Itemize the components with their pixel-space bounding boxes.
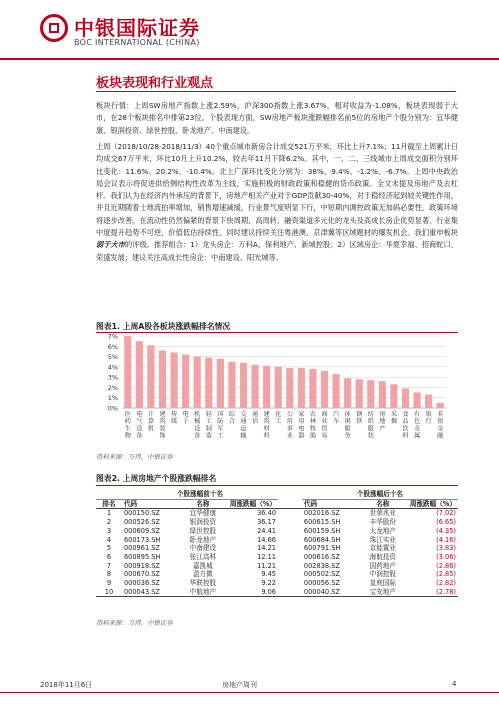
top-name-cell: 宜华健康 bbox=[189, 509, 217, 518]
rank-cell: 4 bbox=[106, 535, 112, 544]
bottom-change-cell: (3.83) bbox=[436, 544, 456, 553]
bottom-code-cell: 000502.SZ bbox=[303, 570, 340, 579]
figure1-title: 图表1. 上周A股各板块涨跌幅排名情况 bbox=[96, 322, 231, 331]
bar bbox=[182, 355, 189, 408]
bar bbox=[367, 380, 374, 408]
top-name-cell: 银润投资 bbox=[189, 518, 217, 527]
rating-text: 弱于大市 bbox=[96, 240, 125, 250]
rank-cell: 9 bbox=[106, 579, 112, 588]
gap-cell bbox=[278, 553, 302, 562]
rank-cell: 3 bbox=[106, 526, 112, 535]
x-tick-label: 银行 bbox=[425, 411, 432, 426]
top-change-cell: 24.41 bbox=[257, 526, 276, 535]
col-name: 名称 bbox=[358, 499, 408, 509]
bar bbox=[205, 358, 212, 408]
bar bbox=[136, 341, 143, 408]
header-divider bbox=[0, 58, 499, 60]
x-tick-label: 综合 bbox=[228, 411, 236, 426]
x-tick-label: 国防军工 bbox=[217, 411, 224, 440]
section-divider bbox=[96, 91, 456, 92]
bottom-name-cell: 皇庭国际 bbox=[369, 579, 396, 588]
bar bbox=[217, 359, 224, 408]
bar bbox=[321, 371, 328, 408]
top-name-cell: 绿世控股 bbox=[189, 526, 217, 535]
gap-cell bbox=[278, 527, 302, 536]
group-top-header: 个股涨幅前十名 bbox=[122, 490, 278, 499]
x-tick-label: 纺织服装 bbox=[367, 411, 374, 440]
x-tick-label: 传媒 bbox=[170, 411, 178, 426]
top-change-cell: 9.22 bbox=[261, 579, 276, 588]
bottom-code-cell: 600615.SH bbox=[303, 518, 341, 527]
top-name-cell: 嘉凯城 bbox=[192, 561, 213, 570]
paragraph-sector-performance: 板块行情：上周SW房地产指数上涨2.59%，沪深300指数上涨3.67%，相对收益为-1.08%，板块表现弱于大市，在28个板块排名中排第23位。个股表现方面，SW房地产板块涨跌幅排名前5位的房地产个股分别为：宜华健康、银润投资、绿世控股、卧龙地产、中南建设。 bbox=[96, 101, 458, 135]
bottom-name-cell: 中润控股 bbox=[369, 570, 396, 579]
bar bbox=[390, 384, 397, 408]
bar bbox=[159, 350, 166, 408]
bottom-change-cell: (2.82) bbox=[436, 579, 456, 588]
bottom-change-cell: (6.65) bbox=[436, 518, 456, 527]
top-change-cell: 36.17 bbox=[257, 518, 276, 527]
footer-divider bbox=[0, 692, 499, 693]
x-tick-label: 轻工制造 bbox=[205, 411, 212, 440]
top-code-cell: 000961.SZ bbox=[123, 544, 160, 553]
bottom-name-cell: 国药地产 bbox=[369, 561, 396, 570]
bar bbox=[194, 357, 201, 408]
bar bbox=[228, 362, 235, 408]
x-tick-label: 建筑装饰 bbox=[159, 411, 166, 440]
col-change: 周涨跌幅（%） bbox=[229, 499, 276, 508]
col-change: 周涨跌幅（%） bbox=[408, 499, 458, 509]
rank-cell: 1 bbox=[106, 509, 112, 518]
y-tick-label: 3% bbox=[107, 373, 118, 382]
bar bbox=[170, 352, 177, 408]
top-code-cell: 000526.SZ bbox=[123, 518, 160, 527]
table-row bbox=[96, 536, 458, 545]
rank-cell: 6 bbox=[106, 552, 112, 561]
bottom-change-cell: (2.78) bbox=[408, 588, 458, 597]
table-row bbox=[96, 588, 458, 597]
table-row bbox=[96, 579, 458, 588]
gap-cell bbox=[278, 536, 302, 545]
gap-cell bbox=[278, 579, 302, 588]
col-name: 名称 bbox=[178, 499, 228, 509]
bottom-code-cell: 000616.SZ bbox=[303, 552, 340, 561]
y-tick-label: 2% bbox=[107, 383, 118, 392]
top-change-cell: 9.06 bbox=[228, 588, 278, 597]
bar bbox=[379, 381, 386, 408]
footer-report-name: 房地产周刊 bbox=[222, 681, 257, 689]
figure2-divider bbox=[96, 485, 458, 486]
bottom-name-cell: 京能置业 bbox=[369, 544, 396, 553]
paragraph-industry-view-text: 上周（2018/10/28-2018/11/3）40个重点城市新房合计成交521万平米，环比上升7.1%；11月截至上周累计日均成交67万平米，环比10月上升10.2%，较去年11月下降6.2%。其中，一、二、三线城市上周成交面积分别环比变化：11.6%、20.2%、-10.4%。北上广深环比变化分别为：38%、9.4%、-1.2%、-6.7%。上周中央政治局会议表示将促进供给侧结构性改革为主线，实施积极的财政政策和稳健的货币政策。全文未提及房地产及去杠杆。我们认为在经济内外承压的背景下，房地产相关产业对于GDP贡献30-40%，对于稳经济起到较关键性作用，并且近期随着土地流拍率增加，销售增速减缓，行业景气度明显下行，中短期内调控政策无加码必要性，政策环境将逐步改善。在流动性仍然偏紧的背景下快周期、高周转、融资渠道多元化的龙头及高成长房企优势显著。行业集中度提升趋势不可逆，价值低估持续性。同时建议持续关注粤港澳、京津冀等区域题材的爆发机会。我们重申板块 bbox=[96, 142, 458, 238]
bottom-name-cell: 丰华股份 bbox=[369, 518, 396, 527]
x-tick-label: 有色金属 bbox=[413, 411, 421, 440]
sector-change-bar-chart bbox=[96, 330, 458, 448]
bottom-change-cell: (3.06) bbox=[436, 552, 456, 561]
top-code-cell: 000670.SZ bbox=[123, 570, 160, 579]
footer-date: 2018年11月6日 bbox=[40, 681, 93, 689]
table-row bbox=[96, 509, 458, 518]
y-tick-label: 7% bbox=[107, 332, 118, 341]
bar bbox=[437, 403, 444, 408]
x-tick-label: 休闲服务 bbox=[344, 411, 351, 440]
figure2-title: 图表2. 上周房地产个股涨跌幅排名 bbox=[96, 474, 217, 483]
bottom-change-cell: (4.16) bbox=[436, 535, 456, 544]
y-tick-label: 4% bbox=[107, 363, 118, 372]
x-tick-label: 医药生物 bbox=[124, 411, 131, 440]
bar bbox=[275, 367, 282, 408]
bar bbox=[298, 368, 305, 408]
top-code-cell: 000043.SZ bbox=[122, 588, 178, 597]
bar bbox=[263, 366, 270, 408]
col-code: 代码 bbox=[302, 499, 358, 509]
group-bottom-header: 个股涨幅后十名 bbox=[302, 490, 458, 499]
x-tick-label: 交通运输 bbox=[240, 411, 247, 440]
rank-cell: 2 bbox=[106, 518, 112, 527]
paragraph-industry-view-text-end: 的评级。推荐组合：1）龙头房企：万科A、保利地产、新城控股；2）区域房企：华夏幸福、招商蛇口、荣盛发展；建议关注高成长性房企：中南建设、阳光城等。 bbox=[96, 240, 458, 262]
bar bbox=[413, 393, 420, 408]
brand-name-en: BOC INTERNATIONAL (CHINA) bbox=[74, 38, 200, 47]
bar bbox=[124, 336, 131, 408]
x-tick-label: 家用电器 bbox=[298, 411, 305, 440]
bottom-change-cell: (2.86) bbox=[436, 561, 456, 570]
bottom-name-cell: 珠江实业 bbox=[369, 535, 396, 544]
table-row bbox=[96, 570, 458, 579]
top-code-cell: 000918.SZ bbox=[123, 561, 160, 570]
bottom-code-cell: 600791.SH bbox=[303, 544, 341, 553]
x-tick-label: 计算机 bbox=[147, 411, 155, 433]
x-tick-label: 汽车 bbox=[332, 411, 340, 426]
bottom-name-cell: 海航投资 bbox=[369, 552, 396, 561]
top-name-cell: 中南建设 bbox=[189, 544, 217, 553]
x-tick-label: 采掘 bbox=[390, 411, 398, 426]
top-change-cell: 12.11 bbox=[257, 552, 276, 561]
bottom-code-cell: 000056.SZ bbox=[303, 579, 340, 588]
x-tick-label: 机械设备 bbox=[194, 411, 201, 440]
bar bbox=[240, 363, 247, 408]
x-tick-label: 商业贸易 bbox=[321, 411, 328, 440]
top-change-cell: 14.21 bbox=[257, 544, 276, 553]
boc-logo-icon bbox=[40, 14, 68, 42]
bottom-name-cell: 大龙地产 bbox=[369, 526, 396, 535]
bottom-change-cell: (2.85) bbox=[436, 570, 456, 579]
x-tick-label: 非银金融 bbox=[437, 411, 444, 440]
bar bbox=[309, 369, 316, 408]
x-tick-label: 房地产 bbox=[379, 411, 386, 433]
top-code-cell: 000150.SZ bbox=[123, 509, 160, 518]
bottom-code-cell: 002016.SZ bbox=[303, 509, 340, 518]
bar bbox=[251, 365, 258, 408]
x-tick-label: 建筑材料 bbox=[263, 411, 270, 440]
top-code-cell: 600895.SH bbox=[123, 552, 161, 561]
bar bbox=[425, 395, 432, 408]
bar bbox=[356, 379, 363, 408]
figure2-source: 资料来源：万得，中银证券 bbox=[96, 619, 173, 627]
bottom-name-cell: 宝安地产 bbox=[358, 588, 408, 597]
top-name-cell: 华联控股 bbox=[189, 579, 217, 588]
page-header bbox=[0, 0, 499, 62]
top-change-cell: 36.40 bbox=[257, 509, 276, 518]
top-change-cell: 11.21 bbox=[257, 561, 276, 570]
x-tick-label: 电气设备 bbox=[136, 411, 143, 440]
bar bbox=[402, 388, 409, 408]
top-name-cell: 张江高科 bbox=[189, 552, 217, 561]
top-name-cell: 盈方微 bbox=[192, 570, 213, 579]
gap-cell bbox=[278, 570, 302, 579]
footer-page-number: 4 bbox=[452, 680, 457, 688]
table-row bbox=[96, 553, 458, 562]
gap-cell bbox=[278, 588, 302, 597]
table-row bbox=[96, 518, 458, 527]
bar bbox=[332, 374, 339, 408]
top-name-cell: 卧龙地产 bbox=[189, 535, 217, 544]
rank-cell: 10 bbox=[96, 588, 122, 597]
x-tick-label: 电子 bbox=[182, 411, 189, 426]
bottom-name-cell: 世荣兆业 bbox=[369, 509, 396, 518]
bottom-change-cell: (4.35) bbox=[436, 526, 456, 535]
y-tick-label: 5% bbox=[107, 353, 118, 362]
figure1-source: 资料来源：万得，中银证券 bbox=[96, 453, 173, 461]
table-row bbox=[96, 527, 458, 536]
gap-cell bbox=[278, 518, 302, 527]
y-tick-label: 1% bbox=[107, 394, 118, 403]
bottom-code-cell: 000040.SZ bbox=[302, 588, 358, 597]
brand-name-cn: 中银国际证券 bbox=[74, 16, 200, 40]
top-name-cell: 中航地产 bbox=[178, 588, 228, 597]
rank-cell: 8 bbox=[106, 570, 112, 579]
rank-cell: 7 bbox=[106, 561, 112, 570]
col-code: 代码 bbox=[122, 499, 178, 509]
bar bbox=[286, 368, 293, 408]
y-tick-label: 0% bbox=[107, 404, 118, 413]
x-tick-label: 通信 bbox=[251, 411, 259, 426]
bottom-code-cell: 600159.SH bbox=[303, 526, 341, 535]
bar bbox=[147, 345, 154, 408]
bar bbox=[344, 378, 351, 408]
gap-cell bbox=[278, 544, 302, 553]
x-tick-label: 化工 bbox=[275, 411, 282, 426]
bottom-change-cell: (7.02) bbox=[436, 509, 456, 518]
rank-cell: 5 bbox=[106, 544, 112, 553]
bottom-code-cell: 002838.SZ bbox=[303, 561, 340, 570]
stock-ranking-table bbox=[96, 490, 458, 597]
bottom-code-cell: 600684.SH bbox=[303, 535, 341, 544]
col-rank: 排名 bbox=[96, 499, 122, 509]
top-code-cell: 000036.SZ bbox=[123, 579, 160, 588]
table-row bbox=[96, 562, 458, 571]
x-tick-label: 食品饮料 bbox=[402, 411, 409, 440]
section-title: 板块表现和行业观点 bbox=[96, 76, 214, 91]
top-code-cell: 600173.SH bbox=[123, 535, 161, 544]
x-tick-label: 公用事业 bbox=[286, 411, 293, 440]
top-change-cell: 9.45 bbox=[261, 570, 276, 579]
x-tick-label: 钢铁 bbox=[356, 411, 363, 426]
table-row bbox=[96, 544, 458, 553]
top-code-cell: 000609.SZ bbox=[123, 526, 160, 535]
x-tick-label: 农林牧渔 bbox=[309, 411, 317, 440]
top-change-cell: 14.66 bbox=[257, 535, 276, 544]
paragraph-industry-view bbox=[96, 141, 458, 264]
gap-cell bbox=[278, 562, 302, 571]
gap-cell bbox=[278, 509, 302, 518]
y-tick-label: 6% bbox=[107, 342, 118, 351]
